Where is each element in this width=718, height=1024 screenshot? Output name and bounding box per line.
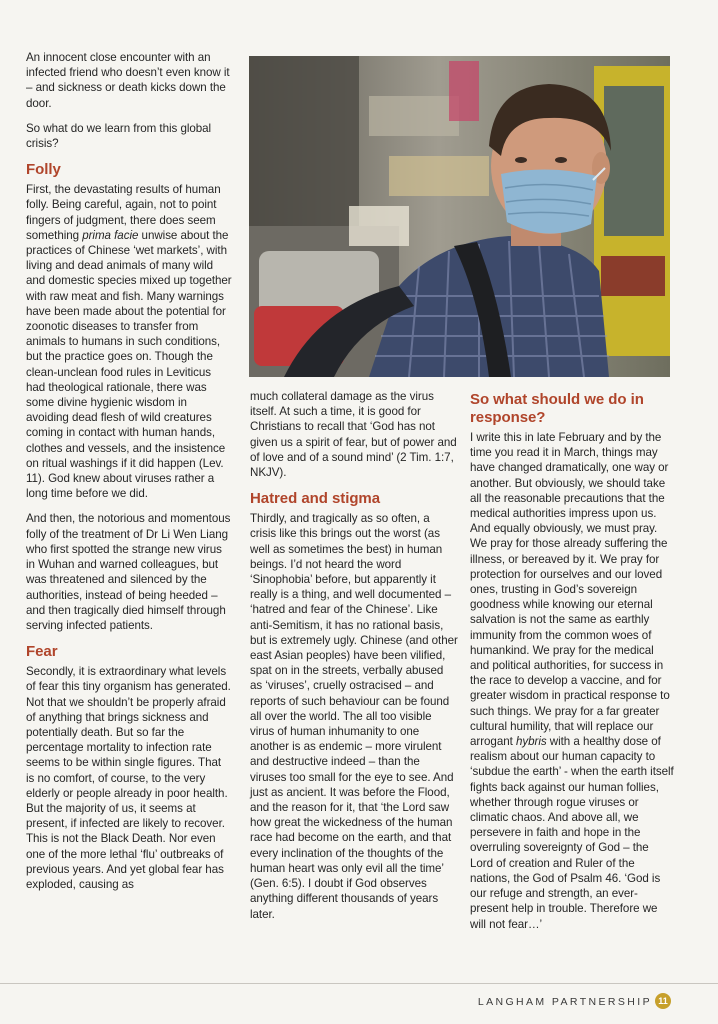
fear-continued-paragraph: much collateral damage as the virus itself. At such a time, it is good for Christians to recall that ‘God has not given us a spirit of fear, but of power and of love and of a sound mind’ (2 Tim. 1:7, NKJV).: [250, 390, 457, 480]
heading-folly: Folly: [26, 161, 61, 179]
fear-paragraph: Secondly, it is extraordinary what levels of fear this tiny organism has generated. Not that we shouldn’t be properly afraid of anything that brings sickness and potentially death. But so far the percentage mortality to infection rate seems to be within single figures. That is no comfort, of course, to the very elderly or people already in poor health. But the majority of us, it seems at present, if infected are likely to recover. This is not the Black Death. Nor even one of the more lethal ‘flu’ outbreaks of previous years. And yet global fear has exploded, causing as: [26, 665, 231, 891]
li-wen-liang-paragraph: And then, the notorious and momentous folly of the treatment of Dr Li Wen Liang who first spotted the strange new virus in Wuhan and warned colleagues, but was threatened and silenced by the authorities, instead of being heeded – and then tragically died himself through serving infected patients.: [26, 512, 231, 632]
page-number-badge: 11: [655, 993, 671, 1009]
masked-man-photo: [249, 56, 670, 377]
hatred-paragraph: Thirdly, and tragically as so often, a crisis like this brings out the worst (as well as sometimes the best) in human beings. I’d not heard the word ‘Sinophobia’ before, but apparently it really is a thing, and well documented – ‘hatred and fear of the Chinese’. Like anti-Semitism, it has no rational basis, but is extremely ugly. Chinese (and other east Asian peoples) have been vilified, spat on in the streets, verbally abused as ‘viruses’, cruelly ostracised – and reports of such behaviour can be found all over the world. The all too visible virus of human inhumanity to one another is as endemic – more virulent and destructive indeed – than the viruses too small for the eye to see. And just as ancient. It was before the Flood, and the reason for it, that ‘the Lord saw how great the wickedness of the human race had become on the earth, and that every inclination of the thoughts of the human heart was only evil all the time’ (Gen. 6:5). I doubt if God observes anything different thousands of years later.: [250, 512, 458, 921]
heading-response: So what should we do in response?: [470, 391, 644, 426]
heading-hatred-and-stigma: Hatred and stigma: [250, 490, 381, 508]
heading-fear: Fear: [26, 643, 58, 661]
question-paragraph: So what do we learn from this global crisis?: [26, 121, 212, 151]
article-column-2: [250, 389, 458, 932]
folly-paragraph: First, the devastating results of human folly. Being careful, again, not to point fingers of judgment, there does seem something prima facie unwise about the practices of Chinese ‘wet markets’, with living and dead animals of many wild and domestic species mixed up together with raw meat and fish. Many warnings have been made about the potential for zoonotic diseases to transfer from animals to humans in such conditions, but the practice goes on. Though the clean-unclean food rules in Leviticus had theological rationale, there was some divine hygienic wisdom in avoiding dead flesh of wild creatures coming in contact with human hands, clothes and vessels, and the insistence on ritual washings if it did happen (Lev. 11). God knew about viruses rather a long time before we did.: [26, 183, 232, 501]
intro-paragraph: An innocent close encounter with an infected friend who doesn’t even know it – and sickness or death kicks down the door.: [26, 51, 230, 110]
article-column-1: [26, 50, 232, 902]
footer-divider: [0, 983, 718, 984]
publisher-name: LANGHAM PARTNERSHIP: [477, 996, 652, 1008]
article-column-3: [470, 387, 674, 942]
response-paragraph: I write this in late February and by the time you read it in March, things may have changed dramatically, one way or another. But obviously, we should take all the reasonable precautions that the medical authorities impress upon us. And equally obviously, we must pray. We pray for those already suffering the illness, or bereaved by it. We pray for protection for ourselves and our loved ones, trusting in God’s sovereign goodness while knowing our eternal salvation is not the same as earthly immunity from the common woes of humankind. We pray for the medical and political authorities, for success in the race to develop a vaccine, and for greater wisdom in practical response to such things. We pray for a far greater cultural humility, that will replace our arrogant hybris with a healthy dose of realism about our human capacity to ‘subdue the earth’ - when the earth itself fights back against our human follies, whether through rogue viruses or climatic chaos. And above all, we persevere in faith and hope in the overruling sovereignty of God – the Lord of creation and Ruler of the nations, the God of Psalm 46. ‘God is our refuge and strength, an ever-present help in trouble. Therefore we will not fear…’: [470, 431, 674, 931]
